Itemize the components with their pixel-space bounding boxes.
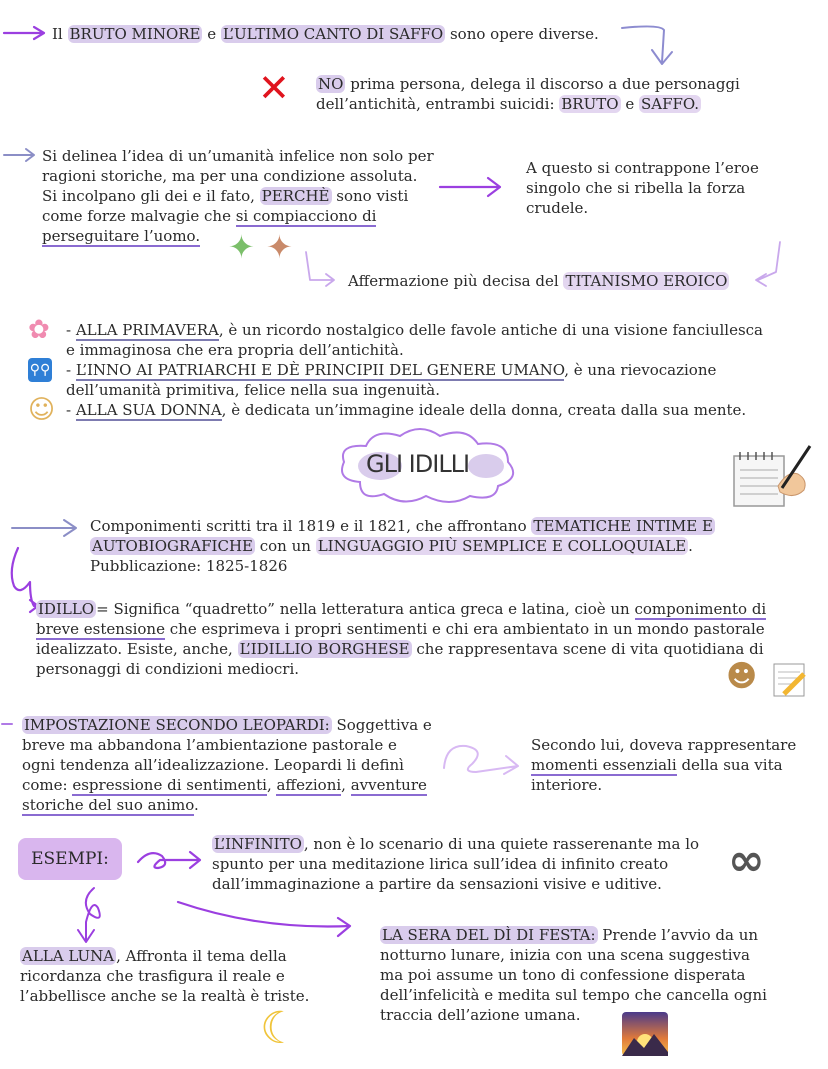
arrow-icon [12,520,76,536]
cross-icon: ✕ [258,66,290,110]
infinito-paragraph: L’INFINITO , non è lo scenario di una quiete rasserenante ma lo spunto per una meditazione lirica sull’idea di infinito creato dall’immaginazione a partire da sensazioni visive e uditive. [212,835,700,893]
fairy-icon: ✦ [266,228,293,266]
intro-line: Il BRUTO MINORE e L’ULTIMO CANTO DI SAFFO sono opere diverse. [52,25,599,43]
paper-pencil-icon [772,662,808,698]
luna-paragraph: ALLA LUNA , Affronta il tema della ricordanza che trasfigura il reale e l’abbellisce anche se la realtà è triste. [20,947,310,1005]
people-icon: ⚲⚲ [28,358,52,382]
arrow-icon [178,902,350,936]
arrow-icon [756,242,780,286]
leopardi-paragraph: IMPOSTAZIONE SECONDO LEOPARDI: Soggettiva e breve ma abbandona l’ambientazione pastorale e ogni tendenza all’idealizzazione. Leopardi li definì come: espressione di sentimenti, affezioni, avventure storiche del suo animo. [22,716,432,814]
infinity-icon: ∞ [728,835,765,886]
farmer-icon: ☻ [726,659,758,694]
page-title: GLI IDILLI [366,450,470,478]
woman-icon: ☺ [28,395,56,425]
examples-label: ESEMPI: [18,838,122,880]
idea-paragraph: Si delinea l’idea di un’umanità infelice non solo per ragioni storiche, ma per una condizione assoluta. Si incolpano gli dei e il fato, PERCHÈ sono visti come forze malvagie che si compiacciono di perseguitare l’uomo. [42,147,434,245]
titanism-line: Affermazione più decisa del TITANISMO EROICO [348,272,728,290]
sunset-icon [622,1012,668,1056]
idillio-definition: IDILLO = Significa “quadretto” nella letteratura antica greca e latina, cioè un componimento di breve estensione che esprimeva i propri sentimenti e chi era ambientato in un mondo pastorale idealizzato. Esiste, anche, L’IDILLIO BORGHESE che rappresentava scene di vita quotidiana di personaggi di condizioni mediocri. [36,600,767,678]
arrow-icon [306,252,334,286]
flower-icon: ✿ [28,315,50,345]
arrow-icon [4,149,34,161]
loop-arrow-icon [138,852,200,868]
loop-arrow-icon [444,746,518,774]
components-paragraph: Componimenti scritti tra il 1819 e il 1821, che affrontano TEMATICHE INTIME E AUTOBIOGRAFICHE con un LINGUAGGIO PIÙ SEMPLICE E COLLOQUIALE . Pubblicazione: 1825-1826 [90,517,713,575]
fairy-icon: ✦ [228,228,255,266]
work-bruto-minore: BRUTO MINORE [69,25,201,43]
work-ultimo-canto: L’ULTIMO CANTO DI SAFFO [222,25,444,43]
leopardi-right: Secondo lui, doveva rappresentare momenti essenziali della sua vita interiore. [531,736,797,794]
arrow-icon [440,178,500,196]
sera-paragraph: LA SERA DEL DÌ DI FESTA: Prende l’avvio da un notturno lunare, inizia con una scena suggestiva ma poi assume un tono di confessione disperata dell’infelicità e medita sul tempo che cancella ogni traccia dell’azione umana. [380,926,767,1024]
notepad-writing-icon [732,440,814,510]
loop-arrow-icon [78,888,100,942]
curl-arrow-icon [12,548,38,612]
poems-list: - ALLA PRIMAVERA, è un ricordo nostalgico delle favole antiche di una visione fanciullesca e immaginosa che era propria dell’antichità. - L’INNO AI PATRIARCHI E DÈ PRINCIPII DEL GENERE UMANO, è una rievocazione dell’umanità primitiva, felice nella sua ingenuità. - ALLA SUA DONNA, è dedicata un’immagine ideale della donna, creata dalla sua mente. [66,321,763,419]
hook-arrow-icon [622,26,672,64]
arrow-icon [4,27,44,39]
hero-paragraph: A questo si contrappone l’eroe singolo che si ribella la forza crudele. [526,159,759,217]
no-person-text: NO prima persona, delega il discorso a due personaggi dell’antichità, entrambi suicidi: BRUTO e SAFFO. [316,75,740,113]
moon-icon: ☾ [260,1003,300,1054]
